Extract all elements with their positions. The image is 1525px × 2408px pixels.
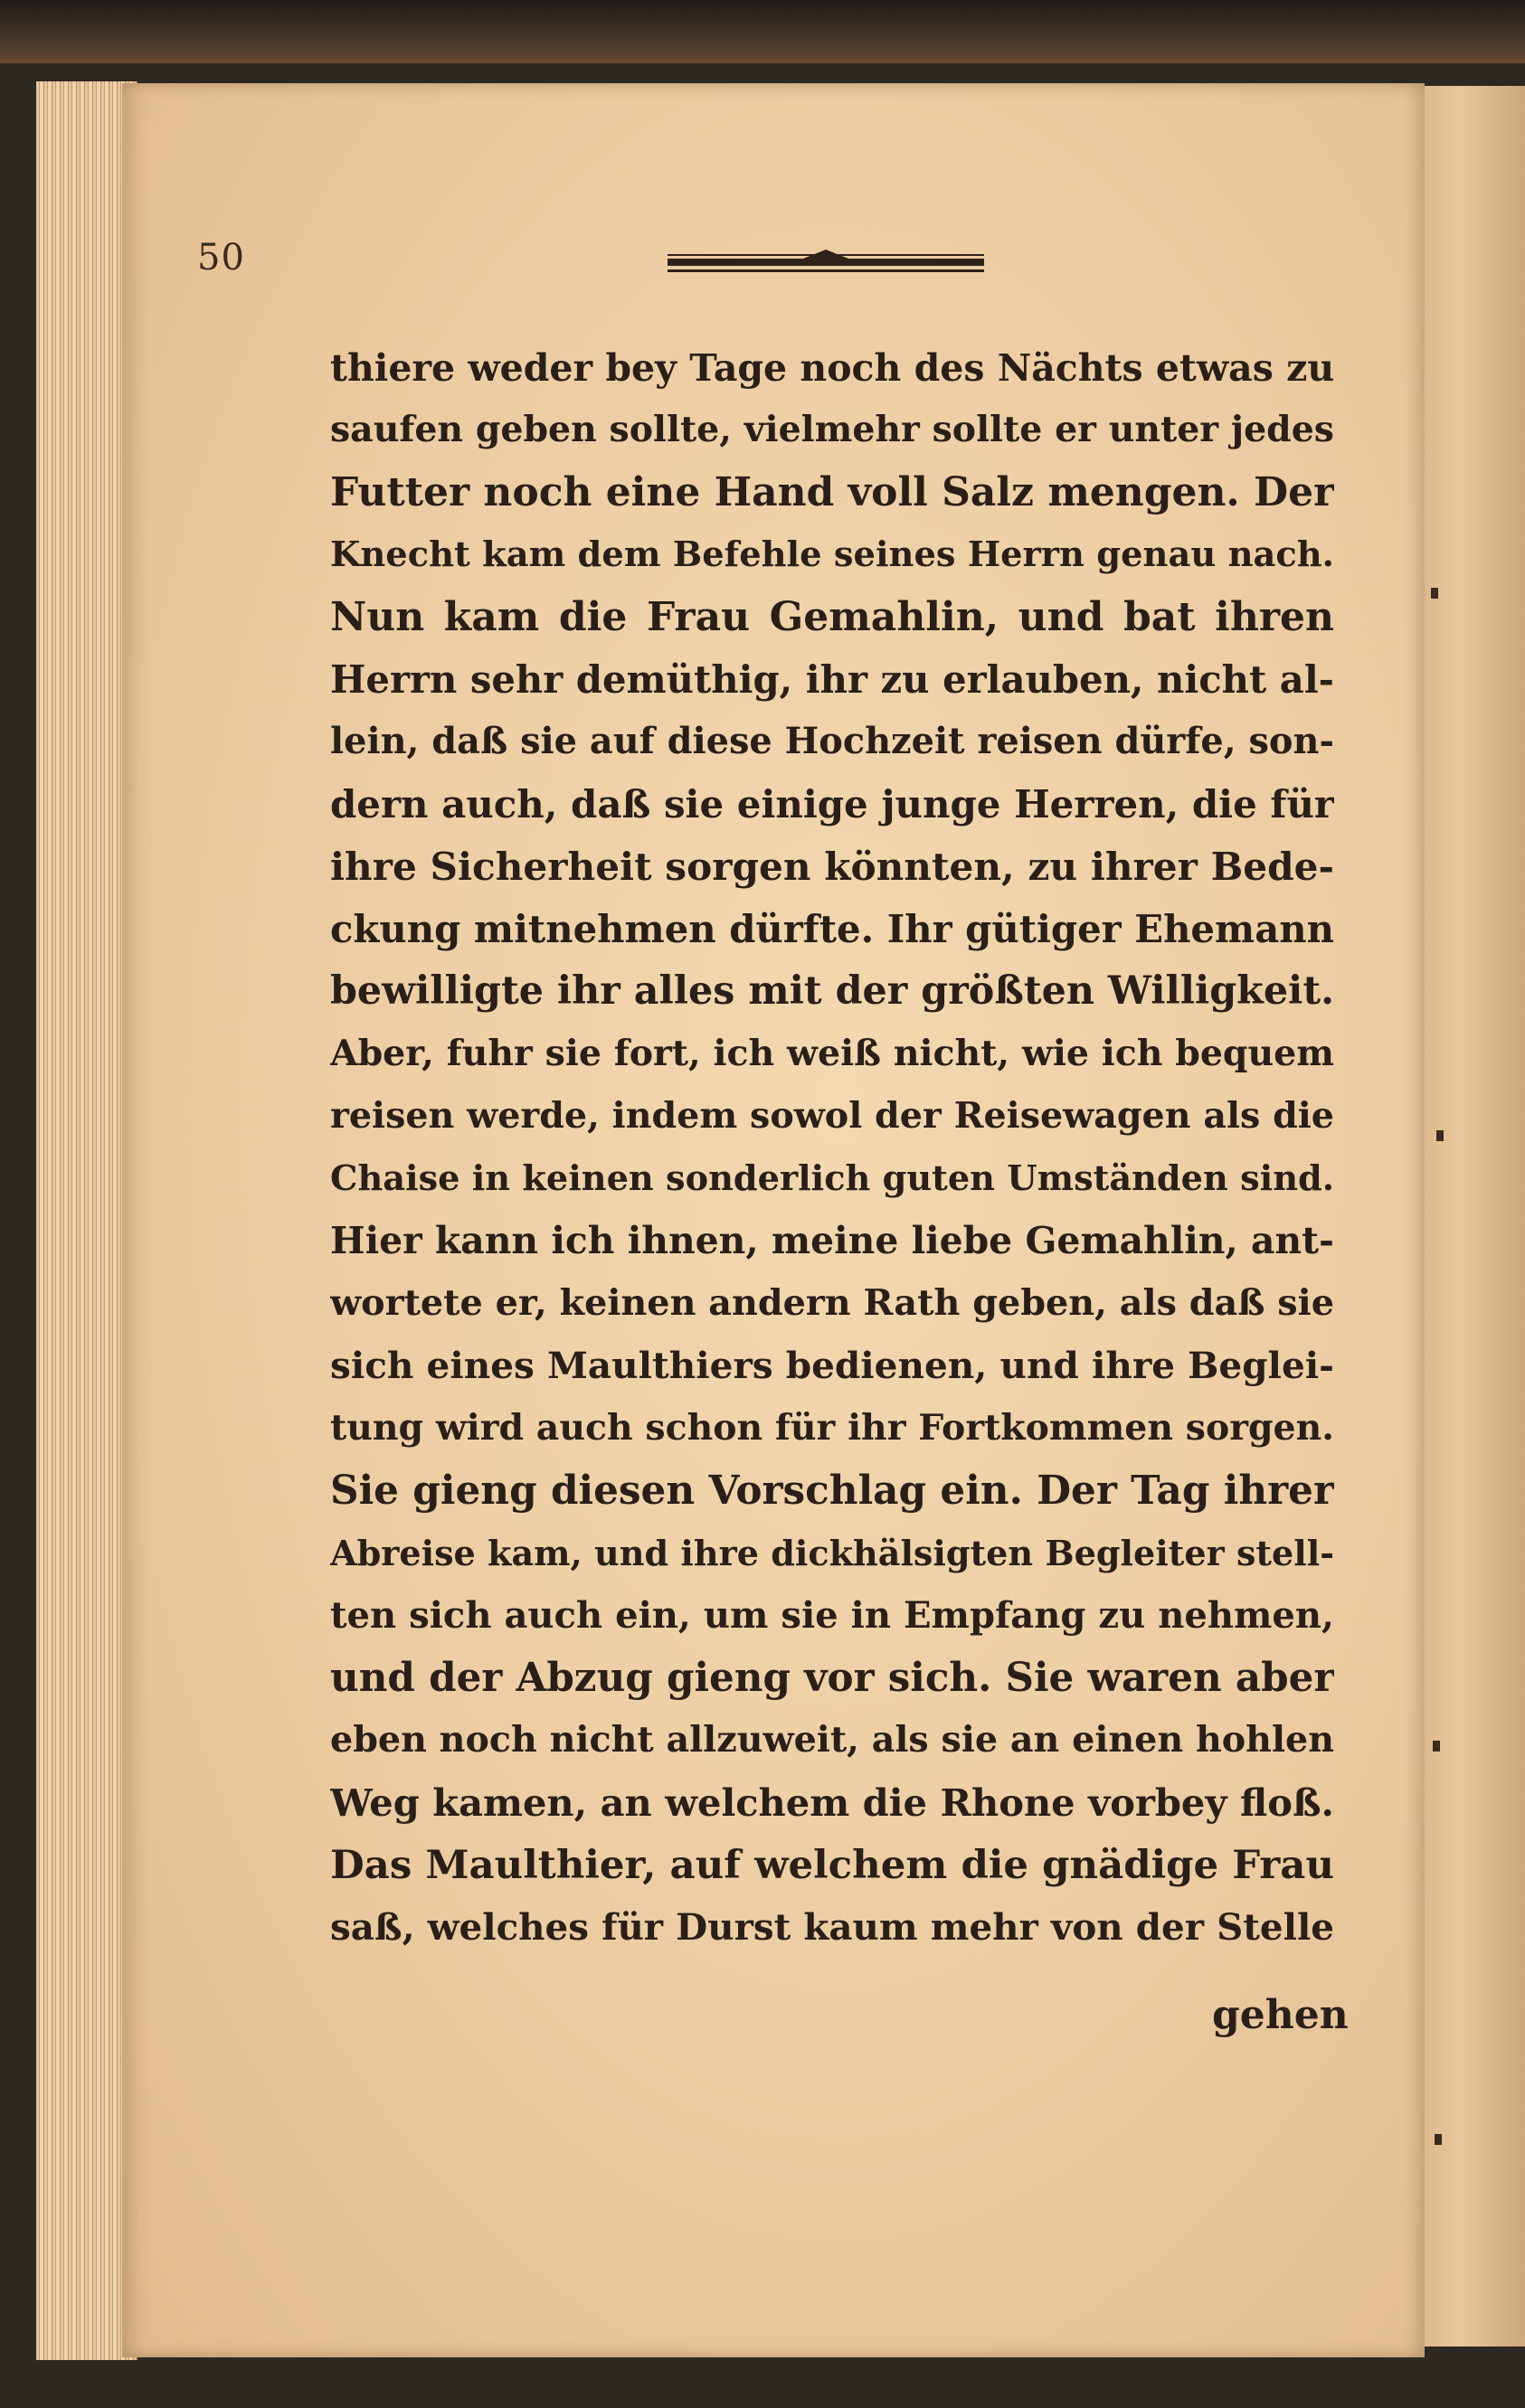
- facing-page-edge: [1411, 86, 1525, 2347]
- body-text: [330, 336, 1334, 1959]
- book-cover-edge: [0, 0, 1525, 63]
- page-number: 50: [197, 237, 245, 279]
- text-line: ckung mitnehmen dürfte. Ihr gütiger Ehemann: [330, 907, 1334, 951]
- text-line: sich eines Maulthiers bedienen, und ihre Beglei-: [330, 1344, 1334, 1387]
- text-line: Knecht kam dem Befehle seines Herrn genau nach.: [330, 534, 1334, 575]
- text-line: ten sich auch ein, um sie in Empfang zu nehmen,: [330, 1594, 1334, 1637]
- header-ornament-rule: [668, 246, 984, 282]
- text-line: thiere weder bey Tage noch des Nächts etwas zu: [330, 345, 1334, 390]
- text-line: reisen werde, indem sowol der Reisewagen als die: [330, 1095, 1334, 1137]
- text-line: Nun kam die Frau Gemahlin, und bat ihren: [330, 594, 1334, 640]
- text-line: Chaise in keinen sonderlich guten Umständen sind.: [330, 1158, 1334, 1199]
- text-line: bewilligte ihr alles mit der größten Willigkeit.: [330, 968, 1334, 1014]
- text-line: ihre Sicherheit sorgen könnten, zu ihrer Bede-: [330, 844, 1334, 889]
- text-line: Weg kamen, an welchem die Rhone vorbey floß.: [330, 1780, 1334, 1825]
- text-line: Herrn sehr demüthig, ihr zu erlauben, nicht al-: [330, 657, 1334, 702]
- text-line: dern auch, daß sie einige junge Herren, die für: [330, 782, 1334, 826]
- text-line: Abreise kam, und ihre dickhälsigten Begleiter stell-: [330, 1533, 1334, 1573]
- text-line: Aber, fuhr sie fort, ich weiß nicht, wie ich bequem: [330, 1033, 1334, 1074]
- text-line: wortete er, keinen andern Rath geben, als daß sie: [330, 1282, 1334, 1324]
- text-line: und der Abzug gieng vor sich. Sie waren aber: [330, 1655, 1334, 1701]
- text-line: saß, welches für Durst kaum mehr von der Stelle: [330, 1905, 1334, 1949]
- margin-mark: [1436, 1130, 1444, 1141]
- text-line: Futter noch eine Hand voll Salz mengen. Der: [330, 469, 1334, 515]
- text-line: eben noch nicht allzuweit, als sie an einen hohlen: [330, 1719, 1334, 1761]
- text-line: Das Maulthier, auf welchem die gnädige Frau: [330, 1842, 1334, 1888]
- text-line: saufen geben sollte, vielmehr sollte er unter jedes: [330, 409, 1334, 450]
- margin-mark: [1431, 588, 1438, 599]
- text-line: Sie gieng diesen Vorschlag ein. Der Tag ihrer: [330, 1468, 1334, 1514]
- catchword: gehen: [1212, 1992, 1349, 2038]
- text-line: lein, daß sie auf diese Hochzeit reisen dürfe, son-: [330, 721, 1334, 762]
- margin-mark: [1433, 1741, 1440, 1752]
- margin-mark: [1435, 2134, 1442, 2145]
- text-line: tung wird auch schon für ihr Fortkommen sorgen.: [330, 1407, 1334, 1449]
- text-line: Hier kann ich ihnen, meine liebe Gemahlin, ant-: [330, 1219, 1334, 1262]
